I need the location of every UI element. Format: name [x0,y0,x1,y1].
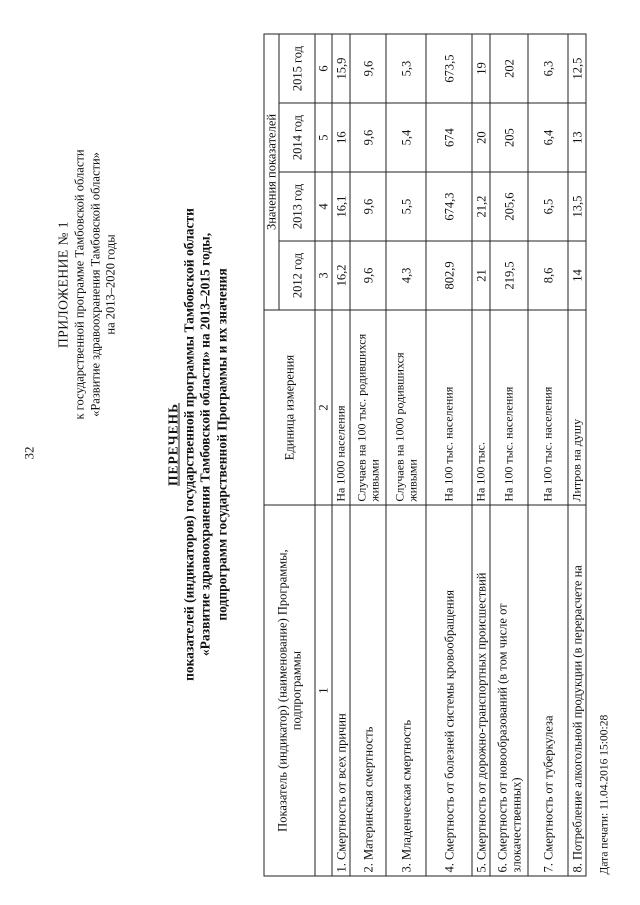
unit-cell: На 100 тыс. [472,310,490,505]
rotated-page [1,0,640,905]
value-cell: 9,6 [350,172,386,241]
table-row [490,34,528,876]
page-number: 32 [21,446,37,460]
header-year: 2012 год [279,241,315,310]
column-number: 1 [315,505,332,876]
indicators-table [264,34,587,877]
appendix-line: к государственной программе Тамбовской области [72,149,87,420]
table-row [426,34,472,876]
value-cell: 12,5 [568,34,586,103]
value-cell: 9,6 [350,241,386,310]
document-heading [166,85,231,805]
heading-line: подпрограмм государственной Программы и их значения [214,268,230,621]
indicator-name: 6. Смертность от новообразований (в том числе от злокачественных) [490,505,528,876]
value-cell: 13,5 [568,172,586,241]
value-cell: 16 [332,103,350,172]
unit-cell: На 100 тыс. населения [490,310,528,505]
value-cell: 20 [472,103,490,172]
column-number-row [315,34,332,876]
value-cell: 6,5 [528,172,568,241]
indicator-name: 4. Смертность от болезней системы кровообращения [426,505,472,876]
unit-cell: Случаев на 100 тыс. родившихся живыми [350,310,386,505]
indicator-name: 8. Потребление алкогольной продукции (в перерасчете на [568,505,586,876]
heading-line: показателей (индикаторов) государственной программы Тамбовской области [181,208,197,681]
unit-cell: На 100 тыс. населения [426,310,472,505]
value-cell: 9,6 [350,103,386,172]
value-cell: 674,3 [426,172,472,241]
value-cell: 5,4 [386,103,426,172]
unit-cell: На 1000 населения [332,310,350,505]
value-cell: 13 [568,103,586,172]
value-cell: 205 [490,103,528,172]
appendix-note [56,25,120,545]
column-number: 6 [315,34,332,103]
value-cell: 14 [568,241,586,310]
table-row [350,34,386,876]
value-cell: 4,3 [386,241,426,310]
table-row [386,34,426,876]
unit-cell: На 100 тыс. населения [528,310,568,505]
header-year: 2015 год [279,34,315,103]
header-year: 2014 год [279,103,315,172]
table-row [472,34,490,876]
table-row [568,34,586,876]
heading-line: «Развитие здравоохранения Тамбовской области» на 2013–2015 годы, [197,232,213,657]
value-cell: 21,2 [472,172,490,241]
value-cell: 16,2 [332,241,350,310]
appendix-line: «Развитие здравоохранения Тамбовской области» [88,152,102,417]
value-cell: 674 [426,103,472,172]
value-cell: 205,6 [490,172,528,241]
value-cell: 16,1 [332,172,350,241]
appendix-title: ПРИЛОЖЕНИЕ № 1 [55,220,71,349]
value-cell: 5,3 [386,34,426,103]
value-cell: 673,5 [426,34,472,103]
value-cell: 19 [472,34,490,103]
column-number: 3 [315,241,332,310]
value-cell: 6,3 [528,34,568,103]
unit-cell: Случаев на 1000 родившихся живыми [386,310,426,505]
value-cell: 219,5 [490,241,528,310]
heading-title: ПЕРЕЧЕНЬ [165,402,181,487]
value-cell: 5,5 [386,172,426,241]
value-cell: 802,9 [426,241,472,310]
column-number: 5 [315,103,332,172]
unit-cell: Литров на душу [568,310,586,505]
value-cell: 8,6 [528,241,568,310]
indicator-name: 1. Смертность от всех причин [332,505,350,876]
print-date: Дата печати: 11.04.2016 15:00:28 [598,714,611,875]
value-cell: 15,9 [332,34,350,103]
appendix-line: на 2013–2020 годы [103,234,118,335]
indicator-name: 3. Младенческая смертность [386,505,426,876]
header-unit: Единица измерения [264,310,315,505]
indicator-name: 5. Смертность от дорожно-транспортных происшествий [472,505,490,876]
header-indicator: Показатель (индикатор) (наименование) Программы, подпрограммы [264,505,315,876]
value-cell: 21 [472,241,490,310]
table-row [528,34,568,876]
value-cell: 9,6 [350,34,386,103]
column-number: 4 [315,172,332,241]
indicator-name: 7. Смертность от туберкулеза [528,505,568,876]
header-values: Значения показателей [264,34,279,310]
value-cell: 6,4 [528,103,568,172]
indicator-name: 2. Материнская смертность [350,505,386,876]
table-row [332,34,350,876]
header-year: 2013 год [279,172,315,241]
column-number: 2 [315,310,332,505]
value-cell: 202 [490,34,528,103]
